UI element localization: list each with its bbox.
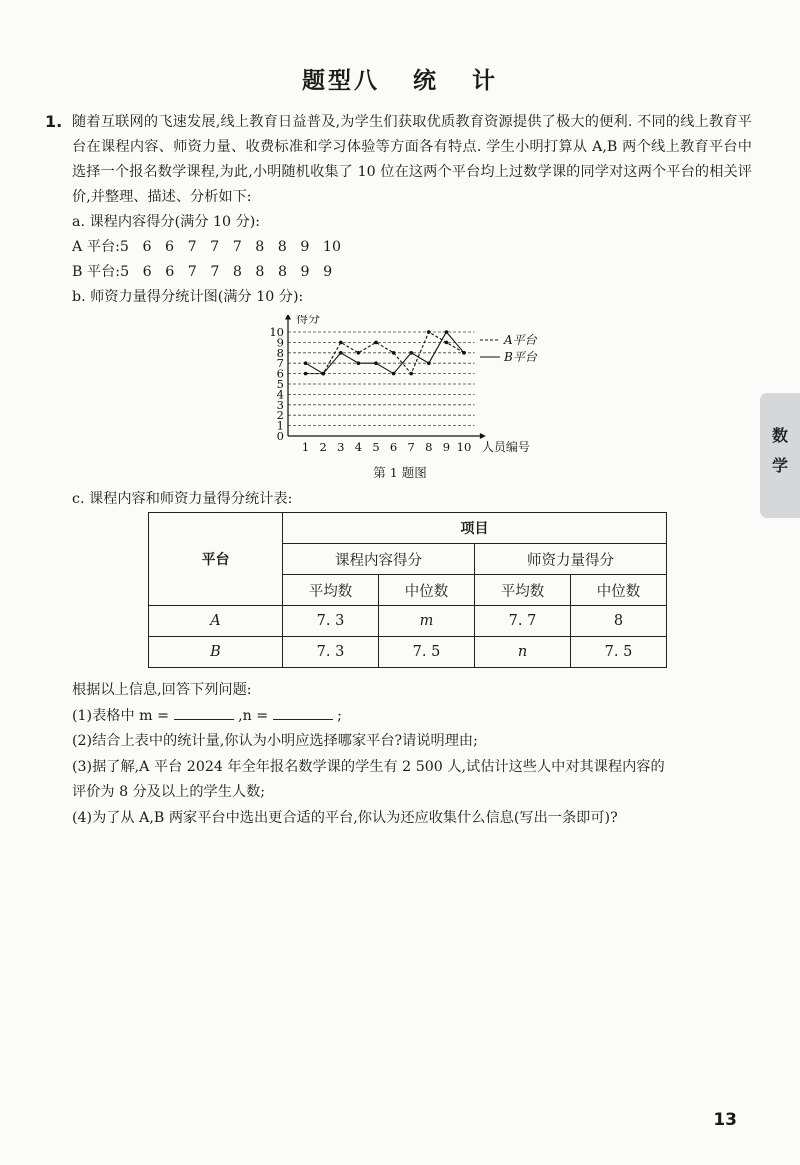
x-tick-label: 4 xyxy=(354,440,363,454)
sub-question-2: (2)结合上表中的统计量,你认为小明应选择哪家平台?请说明理由; xyxy=(72,733,478,749)
mean-header: 平均数 xyxy=(475,575,571,606)
x-tick-label: 8 xyxy=(425,440,433,454)
page-number: 13 xyxy=(713,1110,737,1130)
part-b-label: b. 师资力量得分统计图(满分 10 分): xyxy=(72,289,304,305)
data-point xyxy=(304,361,308,365)
legend-label: B平台 xyxy=(504,350,537,364)
x-axis-label: 人员编号 xyxy=(481,440,530,454)
m-answer-blank[interactable] xyxy=(174,705,234,720)
median-header: 中位数 xyxy=(379,575,475,606)
y-tick-label: 2 xyxy=(276,408,284,423)
y-tick-label: 10 xyxy=(269,325,284,339)
y-tick-label: 4 xyxy=(276,387,284,402)
platform-header: 平台 xyxy=(149,513,283,606)
data-point xyxy=(357,351,361,355)
question-intro: 随着互联网的飞速发展,线上教育日益普及,为学生们获取优质教育资源提供了极大的便利. 不同的线上教育平台在课程内容、师资力量、收费标准和学习体验等方面各有特点. 学生小明打算从 A,B 两个线上教育平台中选择一个报名数学课程,为此,小明随机收集了 10 位在这两个平台均上过数学课的同学对这两个平台的相关评价,并整理、描述、分析如下: xyxy=(72,114,752,205)
x-tick-label: 1 xyxy=(301,440,310,454)
n-answer-blank[interactable] xyxy=(273,705,333,720)
stats-table xyxy=(148,512,667,668)
y-tick-label: 8 xyxy=(276,345,284,360)
y-tick-label: 9 xyxy=(276,335,284,350)
data-point xyxy=(409,372,413,376)
table-cell: 7. 3 xyxy=(283,637,379,668)
data-point xyxy=(339,341,343,345)
side-tab-label: 数学 xyxy=(772,426,789,475)
subject-side-tab xyxy=(760,393,800,518)
data-point xyxy=(374,361,378,365)
mean-header: 平均数 xyxy=(283,575,379,606)
y-axis-arrow xyxy=(285,315,291,320)
platform-cell: A xyxy=(149,606,283,637)
x-tick-label: 9 xyxy=(442,440,451,454)
data-point xyxy=(445,341,449,345)
data-point xyxy=(392,351,396,355)
content-score-header: 课程内容得分 xyxy=(283,544,475,575)
question-body xyxy=(72,110,752,310)
q1-mid: ,n = xyxy=(238,707,269,724)
y-tick-label: 1 xyxy=(276,418,284,433)
sub-question-3-line-1: (3)据了解,A 平台 2024 年全年报名数学课的学生有 2 500 人,试估计这些人中对其课程内容的 xyxy=(72,758,665,775)
table-row xyxy=(149,637,667,668)
x-axis-arrow xyxy=(480,433,486,439)
table-cell: 7. 3 xyxy=(283,606,379,637)
platform-b-scores: B 平台:5 6 6 7 7 8 8 8 9 9 xyxy=(72,264,333,280)
data-point xyxy=(304,372,308,376)
legend-label: A平台 xyxy=(504,333,537,347)
project-header: 项目 xyxy=(283,513,667,544)
data-point xyxy=(392,372,396,376)
data-point xyxy=(321,372,325,376)
table-cell: 7. 5 xyxy=(379,637,475,668)
table-header-row xyxy=(149,513,667,544)
x-tick-label: 3 xyxy=(337,440,345,454)
platform-cell: B xyxy=(149,637,283,668)
x-tick-label: 2 xyxy=(319,440,327,454)
y-axis-label: 得分 xyxy=(296,315,321,326)
sub-question-1 xyxy=(72,704,762,730)
x-tick-label: 6 xyxy=(389,440,398,454)
data-point xyxy=(462,351,466,355)
y-tick-label: 3 xyxy=(276,397,284,412)
table-cell: 7. 5 xyxy=(571,637,667,668)
platform-a-scores: A 平台:5 6 6 7 7 7 8 8 9 10 xyxy=(72,239,341,255)
table-cell: n xyxy=(475,637,571,668)
sub-questions xyxy=(72,678,762,831)
y-tick-label: 0 xyxy=(276,429,284,443)
data-point xyxy=(427,330,431,334)
data-point xyxy=(445,330,449,334)
data-point xyxy=(427,361,431,365)
x-tick-label: 5 xyxy=(372,440,380,454)
answer-prompt: 根据以上信息,回答下列问题: xyxy=(72,682,252,698)
score-line-chart xyxy=(255,315,555,485)
y-tick-label: 6 xyxy=(276,366,284,381)
data-point xyxy=(374,341,378,345)
page-title: 题型八 统 计 xyxy=(301,68,499,94)
x-tick-label: 7 xyxy=(407,440,415,454)
table-cell: 7. 7 xyxy=(475,606,571,637)
median-header: 中位数 xyxy=(571,575,667,606)
sub-question-3-line-2: 评价为 8 分及以上的学生人数; xyxy=(72,784,266,800)
table-cell: m xyxy=(379,606,475,637)
question-number: 1. xyxy=(45,112,63,131)
y-tick-label: 5 xyxy=(276,377,284,391)
data-point xyxy=(409,351,413,355)
part-c-label: c. 课程内容和师资力量得分统计表: xyxy=(72,491,293,507)
x-tick-label: 10 xyxy=(456,440,472,454)
y-tick-label: 7 xyxy=(276,356,284,371)
data-point xyxy=(339,351,343,355)
table-row xyxy=(149,606,667,637)
q1-end: ; xyxy=(337,707,342,724)
chart-svg xyxy=(255,315,555,465)
data-point xyxy=(357,361,361,365)
teacher-score-header: 师资力量得分 xyxy=(475,544,667,575)
table-cell: 8 xyxy=(571,606,667,637)
chart-caption: 第 1 题图 xyxy=(373,465,427,480)
q1-prefix: (1)表格中 m = xyxy=(72,707,170,724)
part-a-label: a. 课程内容得分(满分 10 分): xyxy=(72,214,261,230)
sub-question-4: (4)为了从 A,B 两家平台中选出更合适的平台,你认为还应收集什么信息(写出一条即可)? xyxy=(72,809,618,826)
